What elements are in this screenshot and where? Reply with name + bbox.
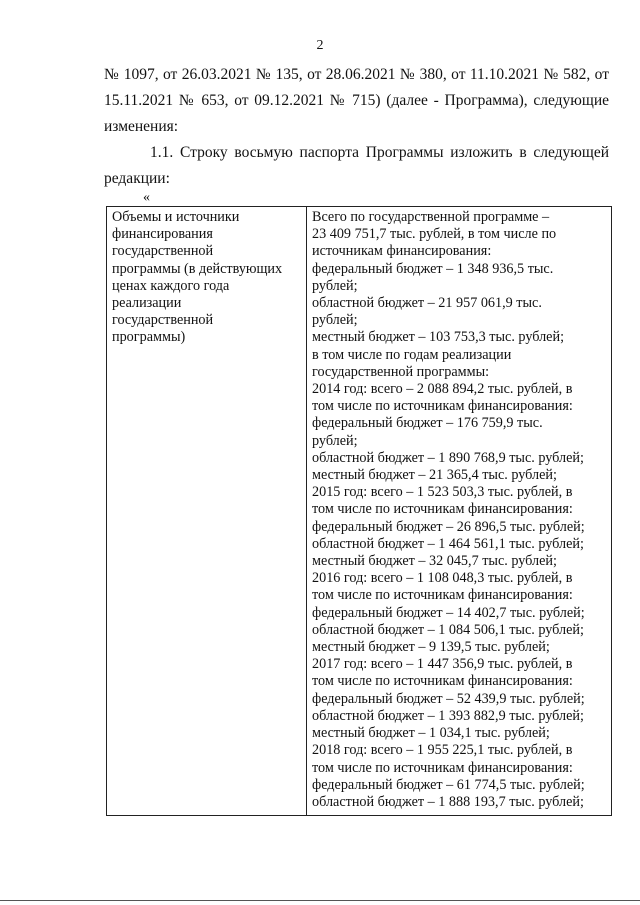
cell-text-line: реализации bbox=[112, 295, 182, 312]
intro-line: 1.1. Строку восьмую паспорта Программы изложить в следующей bbox=[150, 144, 609, 161]
cell-text-line: 2015 год: всего – 1 523 503,3 тыс. рублей, в bbox=[312, 484, 573, 501]
cell-text-line: том числе по источникам финансирования: bbox=[312, 501, 573, 518]
cell-text-line: областной бюджет – 1 890 768,9 тыс. рублей; bbox=[312, 449, 584, 466]
intro-line: изменения: bbox=[104, 118, 179, 135]
cell-text-line: федеральный бюджет – 26 896,5 тыс. рублей; bbox=[312, 518, 585, 535]
cell-text-line: в том числе по годам реализации bbox=[312, 346, 512, 363]
table-row bbox=[107, 207, 612, 816]
intro-line: редакции: bbox=[104, 170, 170, 187]
cell-text-line: областной бюджет – 1 888 193,7 тыс. рублей; bbox=[312, 793, 584, 810]
cell-text-line: рублей; bbox=[312, 432, 358, 449]
cell-text-line: областной бюджет – 1 393 882,9 тыс. рублей; bbox=[312, 707, 584, 724]
cell-text-line: том числе по источникам финансирования: bbox=[312, 587, 573, 604]
cell-text-line: программы) bbox=[112, 329, 186, 346]
cell-text-line: 2016 год: всего – 1 108 048,3 тыс. рублей, в bbox=[312, 570, 573, 587]
cell-text-line: федеральный бюджет – 14 402,7 тыс. рублей; bbox=[312, 604, 585, 621]
cell-text-line: местный бюджет – 21 365,4 тыс. рублей; bbox=[312, 467, 557, 484]
cell-text-line: 2018 год: всего – 1 955 225,1 тыс. рублей, в bbox=[312, 742, 573, 759]
intro-paragraph bbox=[104, 62, 609, 192]
cell-text-line: федеральный бюджет – 1 348 936,5 тыс. bbox=[312, 260, 554, 277]
quote-mark: « bbox=[143, 190, 150, 205]
cell-text-line: государственной программы: bbox=[312, 363, 490, 380]
cell-text-line: Всего по государственной программе – bbox=[312, 209, 550, 225]
cell-text-line: финансирования bbox=[112, 226, 213, 243]
cell-text-line: федеральный бюджет – 61 774,5 тыс. рублей; bbox=[312, 776, 585, 793]
passport-table bbox=[106, 206, 612, 816]
cell-text-line: федеральный бюджет – 52 439,9 тыс. рублей; bbox=[312, 690, 585, 707]
cell-text-line: местный бюджет – 103 753,3 тыс. рублей; bbox=[312, 329, 565, 346]
value-cell bbox=[307, 207, 612, 816]
label-cell bbox=[107, 207, 307, 816]
cell-text-line: Объемы и источники bbox=[112, 209, 240, 225]
cell-text-line: местный бюджет – 9 139,5 тыс. рублей; bbox=[312, 639, 550, 656]
cell-text-line: областной бюджет – 1 464 561,1 тыс. рублей; bbox=[312, 535, 584, 552]
cell-text-line: рублей; bbox=[312, 312, 358, 329]
cell-text-line: местный бюджет – 32 045,7 тыс. рублей; bbox=[312, 553, 557, 570]
cell-text-line: государственной bbox=[112, 243, 214, 260]
cell-text-line: областной бюджет – 21 957 061,9 тыс. bbox=[312, 295, 542, 312]
cell-text-line: рублей; bbox=[312, 277, 358, 294]
cell-text-line: 23 409 751,7 тыс. рублей, в том числе по bbox=[312, 226, 557, 243]
cell-text-line: ценах каждого года bbox=[112, 277, 230, 294]
cell-text-line: федеральный бюджет – 176 759,9 тыс. bbox=[312, 415, 543, 432]
cell-text-line: областной бюджет – 1 084 506,1 тыс. рублей; bbox=[312, 621, 584, 638]
cell-text-line: 2017 год: всего – 1 447 356,9 тыс. рублей, в bbox=[312, 656, 573, 673]
cell-text-line: источникам финансирования: bbox=[312, 243, 492, 260]
intro-line: 15.11.2021 № 653, от 09.12.2021 № 715) (далее - Программа), следующие bbox=[104, 92, 609, 109]
cell-text-line: 2014 год: всего – 2 088 894,2 тыс. рублей, в bbox=[312, 381, 573, 398]
intro-line: № 1097, от 26.03.2021 № 135, от 28.06.2021 № 380, от 11.10.2021 № 582, от bbox=[104, 66, 609, 83]
cell-text-line: местный бюджет – 1 034,1 тыс. рублей; bbox=[312, 725, 550, 742]
cell-text-line: том числе по источникам финансирования: bbox=[312, 398, 573, 415]
page-bottom-rule bbox=[0, 900, 640, 901]
cell-text-line: государственной bbox=[112, 312, 214, 329]
cell-text-line: том числе по источникам финансирования: bbox=[312, 673, 573, 690]
page-number: 2 bbox=[316, 38, 324, 53]
cell-text-line: том числе по источникам финансирования: bbox=[312, 759, 573, 776]
cell-text-line: программы (в действующих bbox=[112, 260, 283, 277]
